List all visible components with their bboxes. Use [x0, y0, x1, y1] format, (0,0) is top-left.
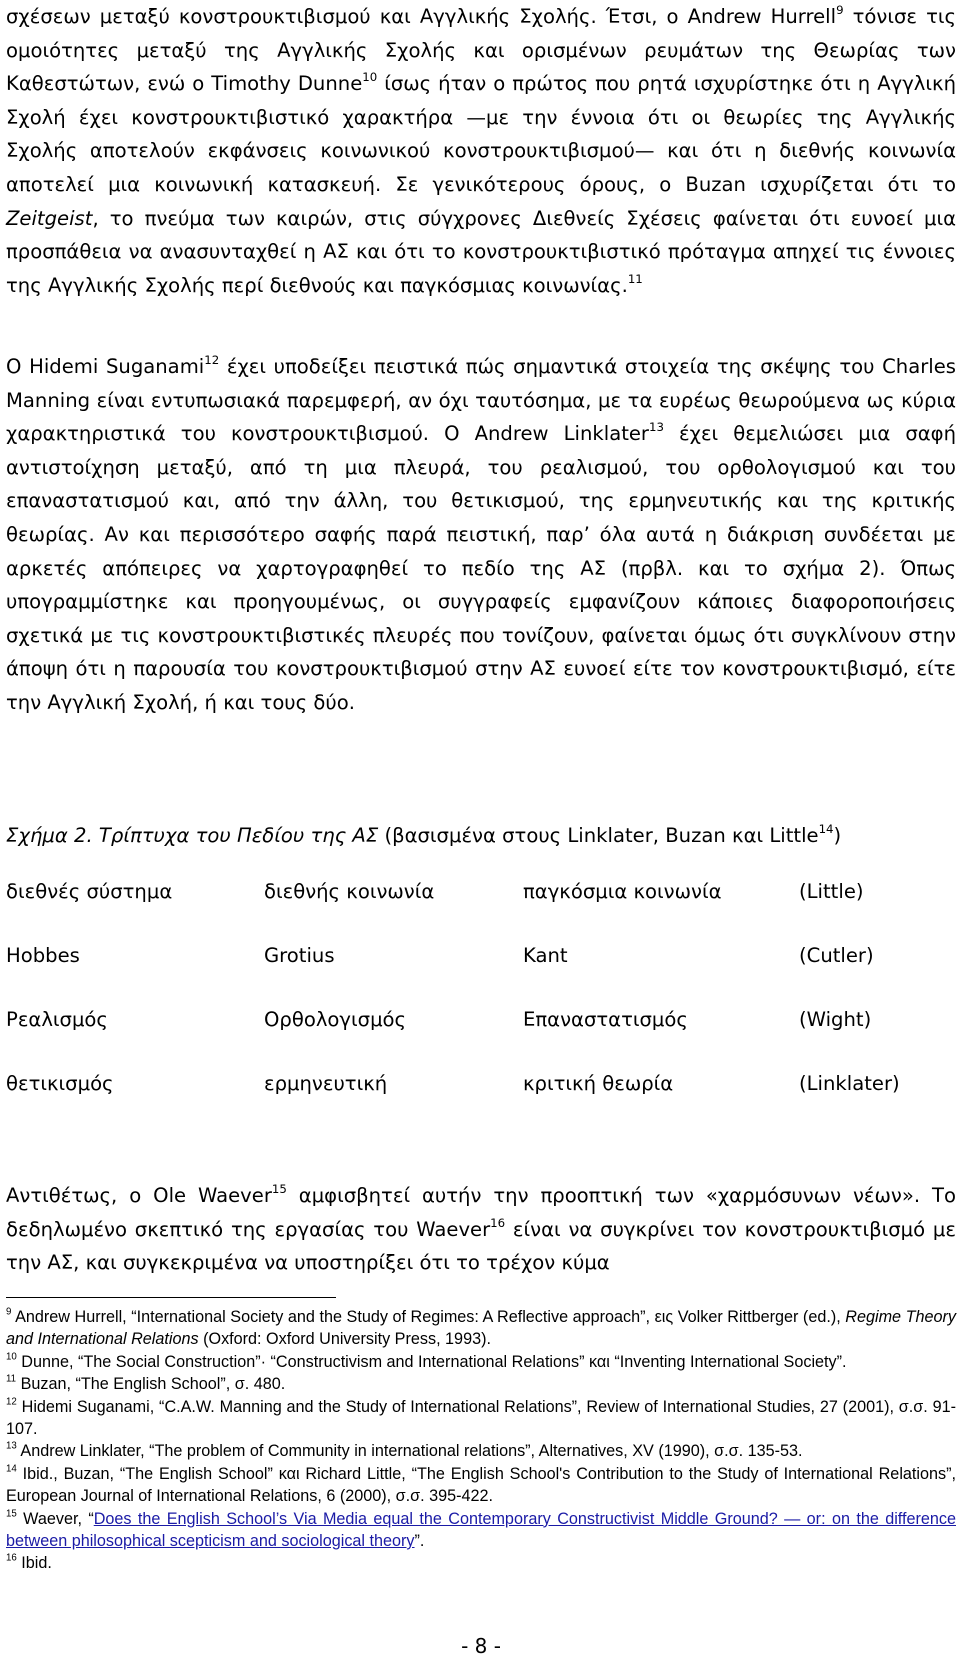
footnote-ref[interactable]: 13 [649, 420, 664, 435]
footnote-text: Waever, “ [16, 1509, 94, 1528]
table-row [6, 1072, 956, 1136]
paragraph-2 [6, 350, 956, 720]
table-cell: θετικισμός [6, 1072, 114, 1095]
table-cell: Kant [523, 944, 568, 967]
text-run: Αντιθέτως, ο Ole Waever [6, 1184, 272, 1207]
footnote-ref[interactable]: 9 [836, 3, 844, 18]
footnote-text: Ibid. [16, 1554, 52, 1573]
footnotes-section [6, 1306, 956, 1575]
table-cell: (Linklater) [799, 1072, 900, 1095]
footnote-14 [6, 1463, 956, 1508]
footnote-number: 15 [6, 1508, 17, 1520]
text-run: (βασισμένα στους Linklater, Buzan και Little [378, 824, 819, 847]
footnote-ref[interactable]: 15 [271, 1182, 287, 1197]
italic-term: Zeitgeist [6, 206, 93, 230]
footnote-text: Hidemi Suganami, “C.A.W. Manning and the Study of International Relations”, Review of International Studies, 27 (2001), σ.σ. 91-107. [6, 1397, 956, 1439]
footnote-divider [6, 1297, 336, 1298]
text-run: έχει θεμελιώσει μια σαφή αντιστοίχηση μεταξύ, από τη μια πλευρά, του ρεαλισμού, του ορθολογισμού και του επαναστατισμού και, από την άλλη, του θετικισμού, της ερμηνευτικής και της κριτικής θεωρίας. Αν και περισσότερο σαφής παρά πειστική, παρ’ όλα αυτά η διάκριση συνδέεται με αρκετές απόπειρες να χαρτογραφηθεί το πεδίο της ΑΣ (πρβλ. και το σχήμα 2). Όπως υπογραμμίστηκε και προηγουμένως, οι συγγραφείς εμφανίζουν κάποιες διαφοροποιήσεις σχετικά με τις κονστρουκτιβιστικές πλευρές που τονίζουν, φαίνεται όμως ότι συγκλίνουν στην άποψη ότι η παρουσία του κονστρουκτιβισμού στην ΑΣ ευνοεί είτε τον κονστρουκτιβισμό, είτε την Αγγλική Σχολή, ή και τους δύο. [6, 422, 956, 714]
figure-caption-title: Σχήμα 2. Τρίπτυχα του Πεδίου της ΑΣ [6, 824, 379, 847]
footnote-title: Regime Theory and International Relations [6, 1308, 956, 1349]
paragraph-3 [6, 1179, 956, 1280]
text-run: τόνισε τις ομοιότητες μεταξύ της Αγγλικής Σχολής και ορισμένων ρευμάτων της Θεωρίας των Καθεστώτων, ενώ ο Timothy Dunne [6, 5, 956, 96]
table-cell: διεθνές σύστημα [6, 880, 173, 903]
footnote-number: 10 [6, 1351, 17, 1363]
footnote-number: 16 [6, 1553, 17, 1565]
text-run: Ο Hidemi Suganami [6, 355, 205, 378]
text-run: είναι να συγκρίνει τον κονστρουκτιβισμό με την ΑΣ, και συγκεκριμένα να υποστηρίξει ότι το τρέχον κύμα [6, 1217, 956, 1275]
footnote-number: 14 [6, 1463, 17, 1475]
text-run: έχει υποδείξει πειστικά πώς σημαντικά στοιχεία της σκέψης του Charles Manning είναι εντυπωσιακά παρεμφερή, αν όχι ταυτόσημα, με τα ευρέως θεωρούμενα ως κύρια χαρακτηριστικά του κονστρουκτιβισμού. Ο Andrew Linklater [6, 355, 956, 446]
text-run: αμφισβητεί αυτήν την προοπτική των «χαρμόσυνων νέων». Το δεδηλωμένο σκεπτικό της εργασίας του Waever [6, 1184, 956, 1241]
footnote-12 [6, 1396, 956, 1441]
footnote-16 [6, 1552, 956, 1574]
footnote-number: 9 [6, 1306, 12, 1318]
footnote-text: Dunne, “The Social Construction”· “Constructivism and International Relations” και “Inventing International Society”. [16, 1352, 847, 1371]
footnote-ref[interactable]: 12 [204, 353, 220, 368]
text-run: ίσως ήταν ο πρώτος που ρητά ισχυρίστηκε ότι η Αγγλική Σχολή έχει κονστρουκτιβιστικό χαρακτήρα —με την έννοια ότι οι θεωρίες της Αγγλικής Σχολής αποτελούν εκφάνσεις κοινωνικού κονστρουκτιβισμού— και ότι η διεθνής κοινωνία αποτελεί μια κοινωνική κατασκευή. Σε γενικότερους όρους, ο Buzan ισχυρίζεται ότι το [6, 72, 956, 196]
footnote-ref[interactable]: 10 [362, 70, 378, 85]
footnote-number: 12 [6, 1396, 17, 1408]
table-cell: παγκόσμια κοινωνία [523, 880, 722, 903]
text-run: , το πνεύμα των καιρών, στις σύγχρονες Διεθνείς Σχέσεις φαίνεται ότι ευνοεί μια προσπάθεια να ανασυνταχθεί η ΑΣ και ότι το κονστρουκτιβιστικό πρόταγμα απηχεί τις έννοιες της Αγγλικής Σχολής περί διεθνούς και παγκόσμιας κοινωνίας. [6, 206, 956, 297]
table-row [6, 944, 956, 1008]
figure-table [6, 880, 956, 1136]
footnote-15 [6, 1508, 956, 1553]
footnote-text: Ibid., Buzan, “The English School” και Richard Little, “The English School's Contribution to the Study of International Relations”, European Journal of International Relations, 6 (2000), σ.σ. 395-422. [6, 1464, 956, 1506]
table-cell: (Cutler) [799, 944, 874, 967]
footnote-link[interactable]: Does the English School’s Via Media equal the Contemporary Constructivist Middle Ground? — or: on the difference between philosophical scepticism and sociological theory [6, 1509, 956, 1551]
figure-caption [6, 819, 956, 853]
table-cell: Ορθολογισμός [264, 1008, 407, 1031]
table-row [6, 1008, 956, 1072]
table-cell: κριτική θεωρία [523, 1072, 674, 1095]
footnote-text: Buzan, “The English School”, σ. 480. [16, 1375, 286, 1394]
footnote-ref[interactable]: 14 [818, 822, 834, 837]
footnote-10 [6, 1351, 956, 1373]
footnote-number: 13 [6, 1441, 17, 1453]
text-run: σχέσεων μεταξύ κονστρουκτιβισμού και Αγγλικής Σχολής. Έτσι, ο Andrew Hurrell [6, 5, 837, 28]
table-cell: Ρεαλισμός [6, 1008, 108, 1031]
text-run: ) [833, 824, 842, 847]
page-number: - 8 - [461, 1634, 501, 1658]
table-cell: (Wight) [799, 1008, 872, 1031]
footnote-text: Andrew Linklater, “The problem of Community in international relations”, Alternatives, XV (1990), σ.σ. 135-53. [16, 1442, 803, 1461]
table-cell: Hobbes [6, 944, 80, 967]
table-cell: διεθνής κοινωνία [264, 880, 435, 903]
footnote-number: 11 [6, 1373, 17, 1385]
footnote-ref[interactable]: 16 [490, 1215, 506, 1230]
footnote-ref[interactable]: 11 [627, 271, 643, 286]
table-cell: (Little) [799, 880, 864, 903]
footnote-13 [6, 1440, 956, 1462]
table-cell: Grotius [264, 944, 335, 967]
footnote-text: ”. [414, 1532, 425, 1551]
footnote-text: (Oxford: Oxford University Press, 1993). [198, 1330, 491, 1349]
table-cell: Επαναστατισμός [523, 1008, 688, 1031]
paragraph-1 [6, 0, 956, 302]
footnote-9 [6, 1306, 956, 1351]
footnote-text: Andrew Hurrell, “International Society and the Study of Regimes: A Reflective approach”, εις Volker Rittberger (ed.), [11, 1308, 846, 1326]
table-row [6, 880, 956, 944]
table-cell: ερμηνευτική [264, 1072, 388, 1095]
footnote-11 [6, 1373, 956, 1395]
